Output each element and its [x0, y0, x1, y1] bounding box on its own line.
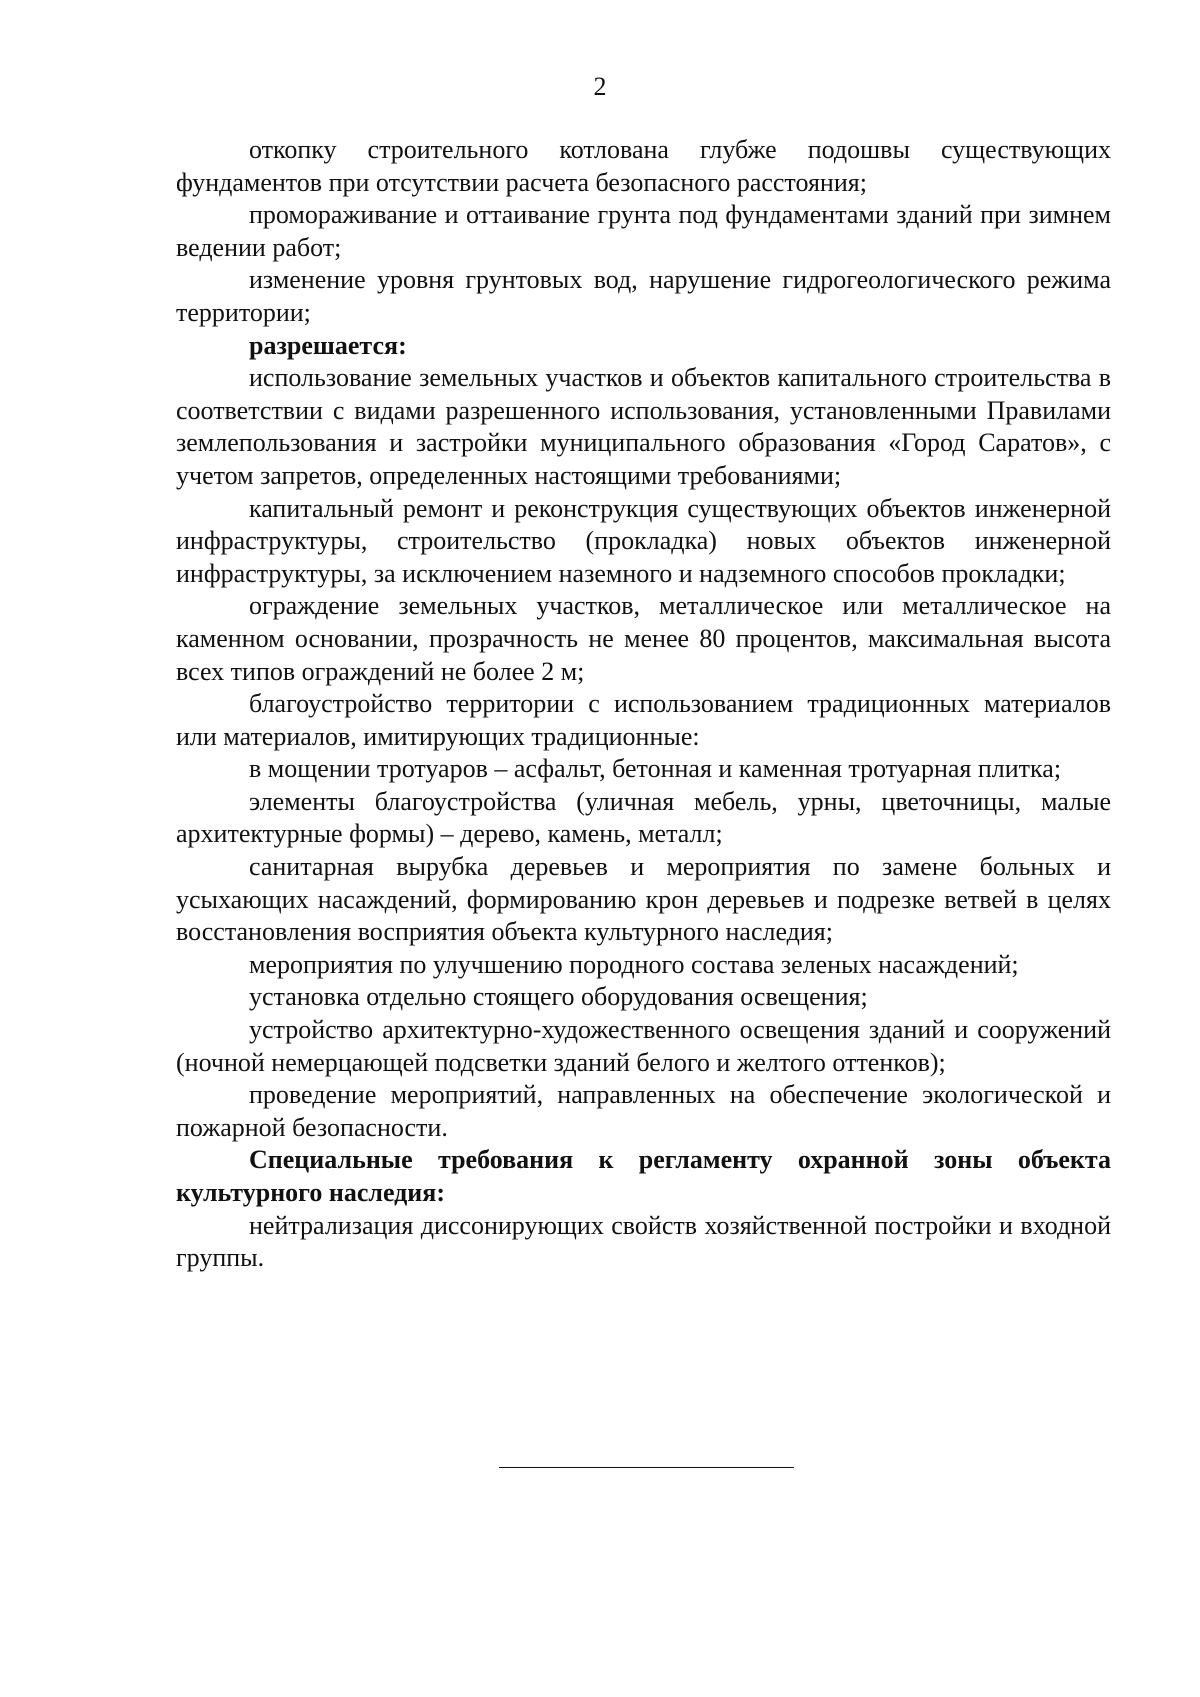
- paragraph-fencing: ограждение земельных участков, металлическое или металлическое на каменном основании, прозрачность не менее 80 процентов, максимальная высота всех типов ограждений не более 2 м;: [176, 591, 1111, 686]
- paragraph-groundwater: изменение уровня грунтовых вод, нарушение гидрогеологического режима территории;: [176, 265, 1111, 327]
- paragraph-neutralization: нейтрализация диссонирующих свойств хозяйственной постройки и входной группы.: [176, 1210, 1111, 1273]
- paragraph-land-use: использование земельных участков и объектов капитального строительства в соответствии с видами разрешенного использования, установленными Правилами землепользования и застройки муниципального образования «Город Саратов», с учетом запретов, определенных настоящими требованиями;: [176, 363, 1111, 490]
- paragraph-paving: в мощении тротуаров – асфальт, бетонная и каменная тротуарная плитка;: [249, 754, 1062, 784]
- paragraph-street-elements: элементы благоустройства (уличная мебель, урны, цветочницы, малые архитектурные формы) – дерево, камень, металл;: [176, 786, 1111, 849]
- paragraph-lighting-equipment: установка отдельно стоящего оборудования освещения;: [249, 982, 868, 1012]
- paragraph-tree-felling: санитарная вырубка деревьев и мероприятия по замене больных и усыхающих насаждений, формированию крон деревьев и подрезке ветвей в целях восстановления восприятия объекта культурного наследия;: [176, 852, 1111, 947]
- page-number: 2: [593, 72, 607, 101]
- end-rule-divider: [499, 1467, 794, 1468]
- paragraph-excavation: откопку строительного котлована глубже подошвы существующих фундаментов при отсутствии расчета безопасного расстояния;: [176, 135, 1111, 197]
- paragraph-architectural-lighting: устройство архитектурно-художественного освещения зданий и сооружений (ночной немерцающей подсветки зданий белого и желтого оттенков);: [176, 1015, 1111, 1077]
- paragraph-infrastructure: капитальный ремонт и реконструкция существующих объектов инженерной инфраструктуры, строительство (прокладка) новых объектов инженерной инфраструктуры, за исключением наземного и надземного способов прокладки;: [176, 493, 1111, 588]
- paragraph-greenery: мероприятия по улучшению породного состава зеленых насаждений;: [249, 949, 1019, 979]
- paragraph-safety: проведение мероприятий, направленных на обеспечение экологической и пожарной безопасности.: [176, 1080, 1111, 1142]
- document-body: [176, 134, 1111, 1275]
- paragraph-freezing: промораживание и оттаивание грунта под фундаментами зданий при зимнем ведении работ;: [176, 200, 1111, 262]
- heading-permitted: разрешается:: [249, 330, 407, 360]
- paragraph-landscaping: благоустройство территории с использованием традиционных материалов или материалов, имитирующих традиционные:: [176, 689, 1111, 751]
- heading-special-requirements: Специальные требования к регламенту охранной зоны объекта культурного наследия:: [176, 1145, 1111, 1207]
